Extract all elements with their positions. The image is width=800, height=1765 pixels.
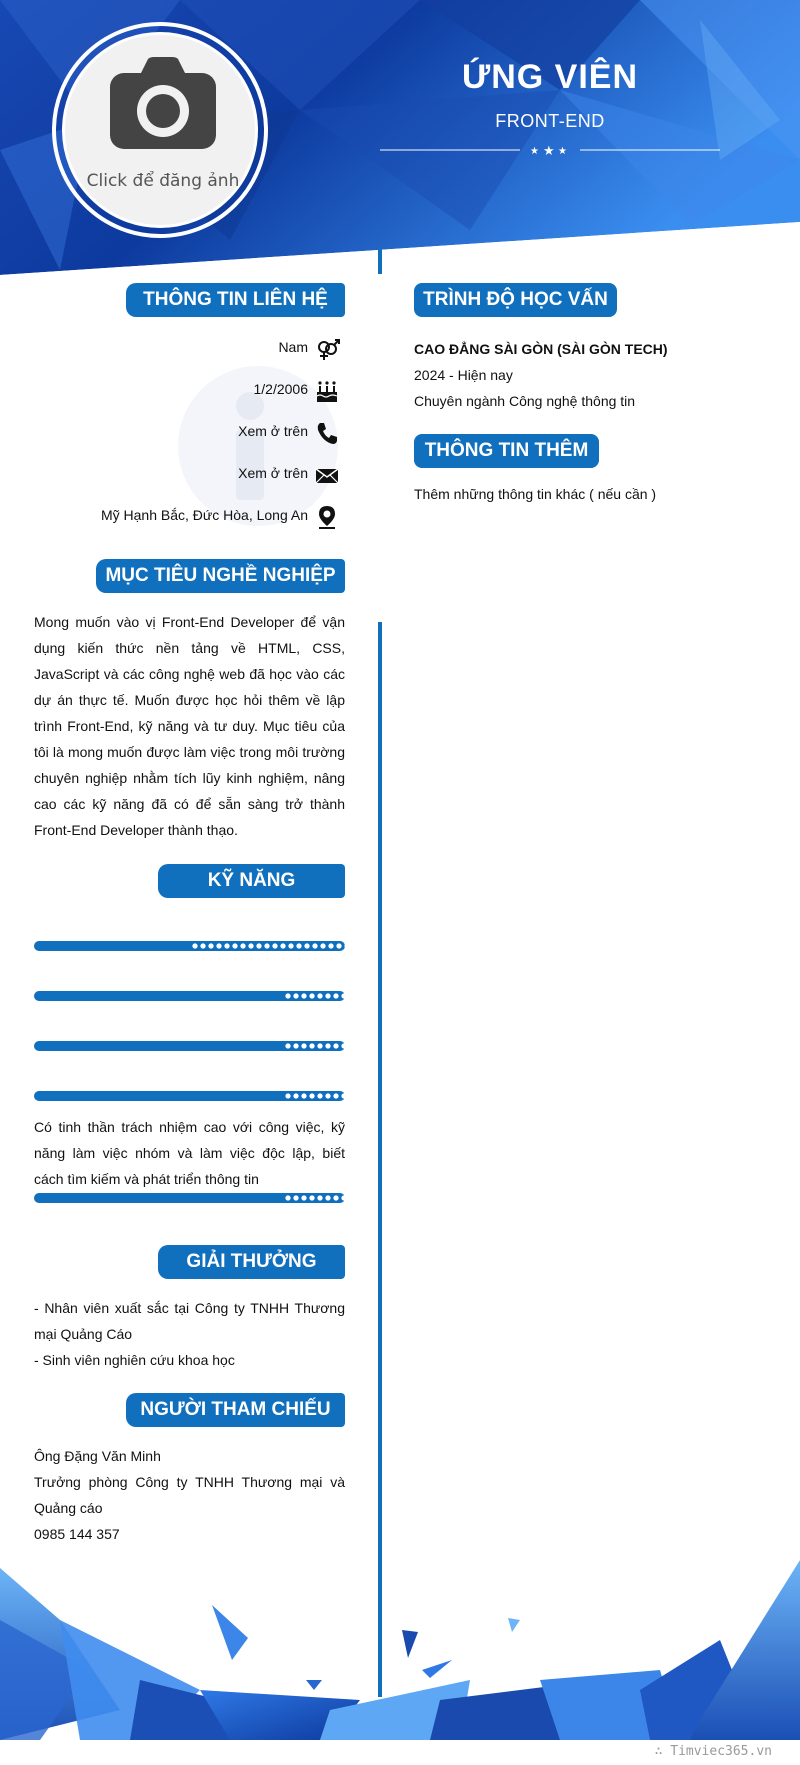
skills-section-title[interactable]: KỸ NĂNG [158,864,345,898]
skill-bar[interactable] [34,1193,345,1203]
center-divider [378,622,382,1697]
cake-icon [314,378,340,404]
education-school: CAO ĐẲNG SÀI GÒN (SÀI GÒN TECH) [414,341,668,357]
references-text[interactable] [34,1443,345,1547]
education-block[interactable] [414,336,764,414]
reference-role: Trưởng phòng Công ty TNHH Thương mại và Quảng cáo [34,1474,345,1516]
skill-bar-fill [34,1193,283,1203]
skill-bar-remaining [190,941,346,951]
skill-bar-fill [34,1041,283,1051]
avatar-upload[interactable] [62,32,258,228]
footer-banner [0,1560,800,1740]
skill-label[interactable]: Có tinh thần trách nhiệm cao với công việc, kỹ năng làm việc nhóm và làm việc độc lập, biết cách tìm kiếm và phát triển thông tin [34,1119,345,1187]
camera-icon [110,57,216,149]
contact-email [60,462,340,488]
contact-birthday [60,378,340,404]
skill-bar-remaining [283,991,345,1001]
email-value[interactable]: Xem ở trên [238,465,308,481]
candidate-name[interactable]: ỨNG VIÊN [461,58,638,96]
location-pin-icon [314,504,340,530]
awards-text[interactable] [34,1295,345,1373]
contact-phone [60,420,340,446]
gender-value[interactable]: Nam [278,339,308,355]
skill-bar[interactable] [34,1041,345,1051]
contact-section-title[interactable]: THÔNG TIN LIÊN HỆ [126,283,345,317]
birthday-value[interactable]: 1/2/2006 [253,381,308,397]
references-section-title[interactable]: NGƯỜI THAM CHIẾU [126,1393,345,1427]
brand-logo-text[interactable]: ∴ Timviec365.vn [654,1744,772,1759]
avatar-caption: Click để đăng ảnh [86,171,240,191]
reference-name: Ông Đặng Văn Minh [34,1448,161,1464]
extra-text[interactable]: Thêm những thông tin khác ( nếu cần ) [414,486,657,502]
svg-text:★: ★ [558,146,567,157]
skill-bar-remaining [283,1193,345,1203]
skill-bar[interactable] [34,1091,345,1101]
award-item: - Sinh viên nghiên cứu khoa học [34,1352,235,1368]
stars-divider [380,140,720,160]
extra-section-title[interactable]: THÔNG TIN THÊM [414,434,599,468]
phone-icon [314,420,340,446]
contact-address [60,504,340,530]
skill-bar[interactable] [34,991,345,1001]
skill-bar-remaining [283,1091,345,1101]
skill-bar-fill [34,941,190,951]
objective-text[interactable]: Mong muốn vào vị Front-End Developer để vận dụng kiến thức nền tảng về HTML, CSS, JavaScript và các công nghệ web đã học vào các dự án thực tế. Muốn được học hỏi thêm về lập trình Front-End, kỹ năng và tư duy. Mục tiêu của tôi là mong muốn được làm việc trong môi trường chuyên nghiệp nhằm tích lũy kinh nghiệm, nâng cao các kỹ năng đã có để sẵn sàng trở thành Front-End Developer thành thạo. [34,614,345,838]
contact-gender [60,336,340,362]
address-value[interactable]: Mỹ Hạnh Bắc, Đức Hòa, Long An [100,507,308,523]
education-major: Chuyên ngành Công nghệ thông tin [414,393,636,409]
skill-bar[interactable] [34,941,345,951]
objective-section-title[interactable]: MỤC TIÊU NGHỀ NGHIỆP [96,559,345,593]
center-divider-top [378,248,382,274]
candidate-position[interactable]: FRONT-END [495,111,605,131]
skill-bar-fill [34,1091,283,1101]
svg-text:★: ★ [543,144,555,159]
skill-bar-fill [34,991,283,1001]
gender-icon [314,336,340,362]
award-item: - Nhân viên xuất sắc tại Công ty TNHH Thương mại Quảng Cáo [34,1300,345,1342]
education-period: 2024 - Hiện nay [414,367,513,383]
phone-value[interactable]: Xem ở trên [238,423,308,439]
header-title-block [380,58,720,132]
reference-phone: 0985 144 357 [34,1526,120,1542]
education-section-title[interactable]: TRÌNH ĐỘ HỌC VẤN [414,283,617,317]
awards-section-title[interactable]: GIẢI THƯỞNG [158,1245,345,1279]
envelope-icon [314,462,340,488]
skill-bar-remaining [283,1041,345,1051]
svg-text:★: ★ [530,146,539,157]
